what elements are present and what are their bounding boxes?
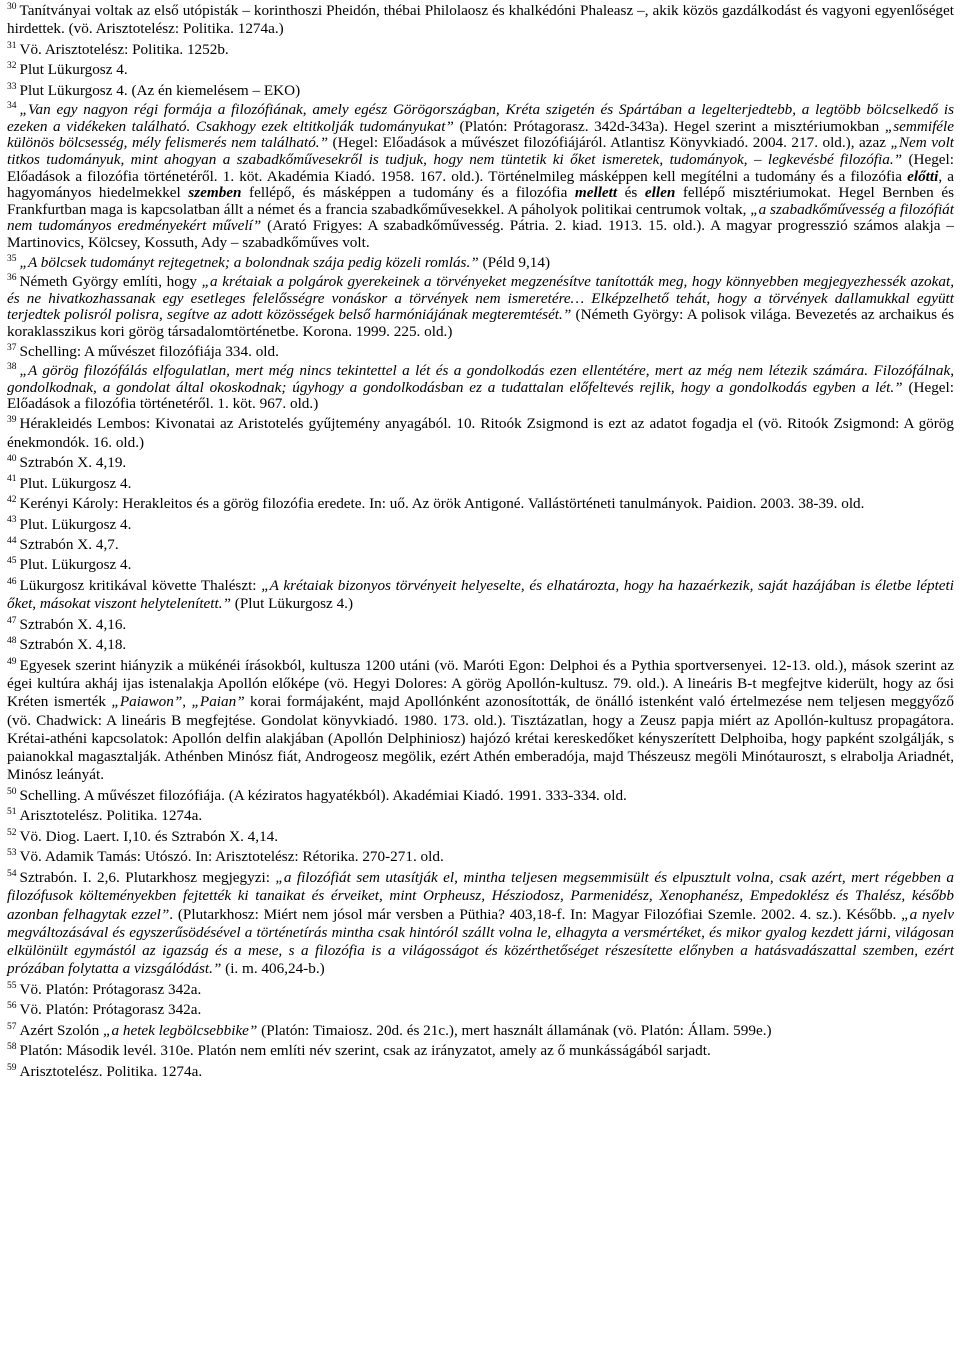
footnote-45: [7, 556, 954, 574]
footnote-number: 49: [7, 656, 17, 667]
footnote-40: [7, 454, 954, 472]
footnote-number: 55: [7, 980, 17, 991]
footnote-50: [7, 787, 954, 805]
footnote-37: [7, 343, 954, 361]
footnote-text: Sztrabón X. 4,7.: [19, 535, 119, 553]
footnote-49: [7, 657, 954, 785]
quoted-text: „semmiféle különös bölcsesség, mély felismerés nem található.”: [7, 117, 954, 152]
footnote-text: Vö. Platón: Prótagorasz 342a.: [19, 980, 202, 998]
footnote-number: 35: [7, 253, 17, 264]
footnote-text: (Arató Frigyes: A szabadkőművesség. Pátria. 2. kiad. 1913. 15. old.). A magyar progresszió számos alakja – Martinovics, Kölcsey, Kossuth, Ady – szabadkőműves volt.: [7, 217, 955, 251]
footnote-number: 59: [7, 1062, 17, 1073]
footnote-number: 51: [7, 807, 17, 818]
footnote-text: (Hegel: Előadások a művészet filozófiájáról. Atlantisz Könyvkiadó. 2004. 217. old.), azaz: [328, 134, 891, 152]
footnote-text: és: [617, 184, 645, 202]
footnote-text: Vö. Adamik Tamás: Utószó. In: Arisztotelész: Rétorika. 270-271. old.: [19, 848, 444, 866]
footnote-30: [7, 2, 954, 39]
footnote-text: Azért Szolón: [19, 1021, 104, 1039]
quoted-text: „A görög filozófálás elfogulatlan, mert még nincs tekintettel a lét és a gondolkodás ezen ellentétére, mert az még nem létezik számára. Filozófálnak, gondolkodnak, a gondolat által okoskodnak; úgyhogy a gondolkodásban ez a tudattalan előfeltevés rejlik, hogy a gondolkodás egyben a lét.”: [7, 362, 954, 396]
quoted-text: „Nem volt titkos tudományuk, mint ahogyan a szabadkőművesekről is tudjuk, hogy nem tüntetik ki őket ismeretek, tudományok, – legkevésbé filozófia.”: [7, 134, 955, 169]
footnote-text: . (Plutarkhosz: Miért nem jósol már versben a Püthia? 403,18-f. In: Magyar Filozófiai Szemle. 2002. 4. sz.). Később.: [169, 905, 902, 923]
footnote-number: 41: [7, 474, 17, 485]
footnote-text: Sztrabón X. 4,18.: [19, 636, 127, 654]
footnote-59: [7, 1063, 954, 1081]
footnote-text: Schelling: A művészet filozófiája 334. old.: [19, 342, 279, 360]
footnote-number: 57: [7, 1021, 17, 1032]
footnote-text: Sztrabón X. 4,16.: [19, 615, 127, 633]
footnote-42: [7, 495, 954, 513]
quoted-text: „a krétaiak a polgárok gyerekeinek a törvényeket megzenésítve tanították meg, hogy könnyebben megjegyezhessék azokat, és ne hivatkozhassanak egy esetleges felelősségre vonáskor a törvények nem ismeretére… Elképzelhető tehát, hogy a törvények dallamukkal együtt terjedtek polisról polisra, segítve az adott közösségek belső harmóniájának megteremtését.”: [7, 273, 954, 324]
footnote-number: 40: [7, 453, 17, 464]
footnote-36: [7, 274, 954, 340]
footnote-text: (i. m. 406,24-b.): [221, 960, 325, 978]
footnote-text: fellépő, és másképpen a tudomány és a filozófia: [241, 184, 575, 202]
footnote-48: [7, 636, 954, 654]
quoted-text: „a szabadkőművesség a filozófiát nem tudományos eredményekért művelí”: [7, 200, 954, 235]
footnote-33: [7, 82, 954, 100]
footnote-text: (Németh György: A polisok világa. Bevezetés az archaikus és koraklasszikus kori görög társadalomtörténetbe. Korona. 1999. 225. old.): [7, 306, 954, 341]
footnote-text: , a hagyományos hiedelmekkel: [7, 167, 954, 202]
footnote-number: 42: [7, 494, 17, 505]
footnote-53: [7, 848, 954, 866]
footnote-number: 39: [7, 415, 17, 426]
footnote-text: (Platón: Prótagorasz. 342d-343a). Hegel szerint a misztériumokban: [453, 117, 885, 135]
footnote-text: Platón: Második levél. 310e. Platón nem említi név szerint, csak az irányzatot, amely az ő munkásságából sarjadt.: [19, 1042, 711, 1060]
footnote-text: Vö. Diog. Laert. I,10. és Sztrabón X. 4,14.: [19, 827, 279, 845]
footnote-text: Plut. Lükurgosz 4.: [19, 474, 132, 492]
footnote-51: [7, 807, 954, 825]
footnote-text: (Platón: Timaiosz. 20d. és 21c.), mert használt államának (vö. Platón: Állam. 599e.): [257, 1021, 772, 1039]
footnote-number: 37: [7, 342, 17, 353]
emphasized-word: mellett: [574, 184, 618, 202]
footnote-text: Plut. Lükurgosz 4.: [19, 556, 132, 574]
footnote-text: Vö. Arisztotelész: Politika. 1252b.: [19, 40, 229, 58]
footnote-38: [7, 363, 954, 413]
quoted-text: „A bölcsek tudományt rejtegetnek; a bolondnak szája pedig közeli romlás.”: [19, 253, 479, 271]
footnote-text: Sztrabón. I. 2,6. Plutarkhosz megjegyzi:: [19, 868, 276, 886]
footnote-number: 34: [7, 101, 17, 112]
footnote-text: Németh György említi, hogy: [19, 273, 202, 291]
footnote-number: 33: [7, 81, 17, 92]
footnote-text: Egyesek szerint hiányzik a mükénéi írásokból, kultusza 1200 utáni (vö. Maróti Egon: Delphoi és a Pythia sportversenyei. 12-13. old.), mások szerint az égei kultúra akháj ijas istenalakja Apollón előképe (vö. Hegyi Dolores: A görög Apollón-kultusz. 79. old.). A lineáris B-t megfejtve kiderült, hogy az ősi Kréten ismerték: [7, 656, 954, 711]
footnote-number: 36: [7, 273, 17, 284]
footnote-number: 48: [7, 636, 17, 647]
quoted-text: „a filozófiát sem utasítják el, mintha teljesen megsemmisült és elpusztult volna, csak azért, mert régebben a filozófusok költeményekben fejtették ki tanaikat és érveiket, mint Orpheusz, Hésziodosz, Parmenidész, Xenophanész, Empedoklész és Thalész, később azonban felhagytak ezzel”: [7, 868, 955, 923]
footnote-39: [7, 415, 954, 452]
footnote-number: 32: [7, 61, 17, 72]
footnote-number: 30: [7, 1, 17, 12]
footnote-number: 45: [7, 556, 17, 567]
footnote-text: (Hegel: Előadások a filozófia történetéről. 1. köt. Akadémia Kiadó. 1958. 167. old.). Történelmileg másképpen kell megítélni a tudomány és a filozófia: [7, 151, 954, 185]
footnote-text: fellépő misztériumokat. Hegel Bernben és Frankfurtban maga is kapcsolatban állt a német és a francia szabadkőművesekkel. A páholyok politikai centrumok voltak,: [7, 184, 954, 218]
footnote-number: 56: [7, 1001, 17, 1012]
quoted-text: „Van egy nagyon régi formája a filozófiának, amely egész Görögországban, Kréta szigetén és Spártában a legelterjedtebb, a legtöbb bölcselkedő is ezeken a vidékeken található. Csakhogy ezek eltitkolják tudományukat”: [7, 101, 954, 135]
quoted-text: „Paian”: [191, 693, 245, 711]
footnote-text: Arisztotelész. Politika. 1274a.: [19, 1062, 203, 1080]
footnote-number: 47: [7, 615, 17, 626]
footnote-number: 38: [7, 362, 17, 373]
footnote-text: Plut. Lükurgosz 4.: [19, 515, 132, 533]
footnote-text: ,: [182, 693, 192, 711]
footnote-55: [7, 981, 954, 999]
footnote-text: Plut Lükurgosz 4.: [19, 61, 128, 79]
footnote-text: Plut Lükurgosz 4. (Az én kiemelésem – EKO): [19, 81, 301, 99]
footnote-number: 52: [7, 827, 17, 838]
footnote-number: 50: [7, 786, 17, 797]
footnote-52: [7, 828, 954, 846]
footnote-text: Kerényi Károly: Herakleitos és a görög filozófia eredete. In: uő. Az örök Antigoné. Vallástörténeti tanulmányok. Paidion. 2003. 38-39. old.: [19, 495, 865, 513]
quoted-text: „Paiawon”: [111, 693, 183, 711]
footnote-text: Vö. Platón: Prótagorasz 342a.: [19, 1001, 202, 1019]
footnote-41: [7, 475, 954, 493]
footnote-35: [7, 254, 954, 272]
footnote-57: [7, 1022, 954, 1040]
footnote-number: 44: [7, 535, 17, 546]
footnote-number: 54: [7, 868, 17, 879]
footnote-47: [7, 616, 954, 634]
footnote-31: [7, 41, 954, 59]
quoted-text: „A krétaiak bizonyos törvényeit helyeselte, és elhatározta, hogy ha hazaérkezik, saját hazájában is életbe lépteti őket, másokat viszont helytelenített.”: [7, 576, 954, 613]
emphasized-word: előtti: [907, 167, 939, 185]
footnote-text: Lükurgosz kritikával követte Thalészt:: [19, 576, 262, 594]
footnote-text: (Péld 9,14): [478, 253, 551, 271]
footnote-54: [7, 869, 954, 979]
footnote-46: [7, 577, 954, 614]
footnote-56: [7, 1001, 954, 1019]
footnote-number: 31: [7, 40, 17, 51]
footnote-number: 58: [7, 1042, 17, 1053]
emphasized-word: szemben: [188, 184, 242, 202]
footnote-text: korai formájaként, majd Apollónként azonosították, de önálló istenként való értelmezése nem teljesen meggyőző (vö. Chadwick: A lineáris B megfejtése. Gondolat könyvkiadó. 1980. 173. old.). Tisztázatlan, hogy a Zeusz papja miért az Apollón-kultusz propagátora. Krétai-athéni kapcsolatok: Apollón delfin alakjában (Apollón Delphiniosz) hajózó krétai kereskedőket kényszerített Delphoiba, hogy papként szolgálják, s paianokkal magasztalják. Athénben Minósz fiát, Androgeosz megölik, ezért Athén emberadója, majd Thészeusz megöli Minótauroszt, s elrabolja Ariadnét, Minósz leányát.: [7, 693, 954, 784]
footnote-text: Tanítványai voltak az első utópisták – korinthoszi Pheidón, thébai Philolaosz és khalkédóni Phaleasz –, akik közös gazdálkodást és vagyoni egyenlőséget hirdettek. (vö. Arisztotelész: Politika. 1274a.): [7, 2, 954, 38]
footnote-58: [7, 1042, 954, 1060]
quoted-text: „a nyelv megváltozásával és egyszerűsödésével a történetírás mintha csak hintóról szállt volna le, elhagyta a versmértéket, és mikor gyalog kezdett járni, világosan elkülönült egymástól az igazság és a mese, s a filozófia is a világosságot és közérthetőséget részesítette előnyben a hatásvadászattal szemben, ezért prózában folytatta a vizsgálódást.”: [7, 905, 955, 978]
emphasized-word: ellen: [644, 184, 676, 202]
footnote-34: [7, 102, 954, 251]
footnote-text: Schelling. A művészet filozófiája. (A kéziratos hagyatékból). Akadémiai Kiadó. 1991. 333-334. old.: [19, 786, 627, 804]
footnote-text: (Plut Lükurgosz 4.): [230, 595, 354, 613]
footnote-text: (Hegel: Előadások a filozófia történetéről. 1. köt. 967. old.): [7, 378, 954, 413]
footnote-number: 46: [7, 576, 17, 587]
quoted-text: „a hetek legbölcsebbike”: [103, 1021, 258, 1039]
footnote-32: [7, 61, 954, 79]
footnote-44: [7, 536, 954, 554]
footnote-text: Hérakleidés Lembos: Kivonatai az Aristotelés gyűjtemény anyagából. 10. Ritoók Zsigmond is ezt az adatot fogadja el (vö. Ritoók Zsigmond: A görög énekmondók. 16. old.): [7, 415, 954, 451]
footnote-text: Sztrabón X. 4,19.: [19, 454, 127, 472]
footnote-number: 53: [7, 848, 17, 859]
footnote-text: Arisztotelész. Politika. 1274a.: [19, 807, 203, 825]
footnote-43: [7, 516, 954, 534]
footnote-number: 43: [7, 515, 17, 526]
